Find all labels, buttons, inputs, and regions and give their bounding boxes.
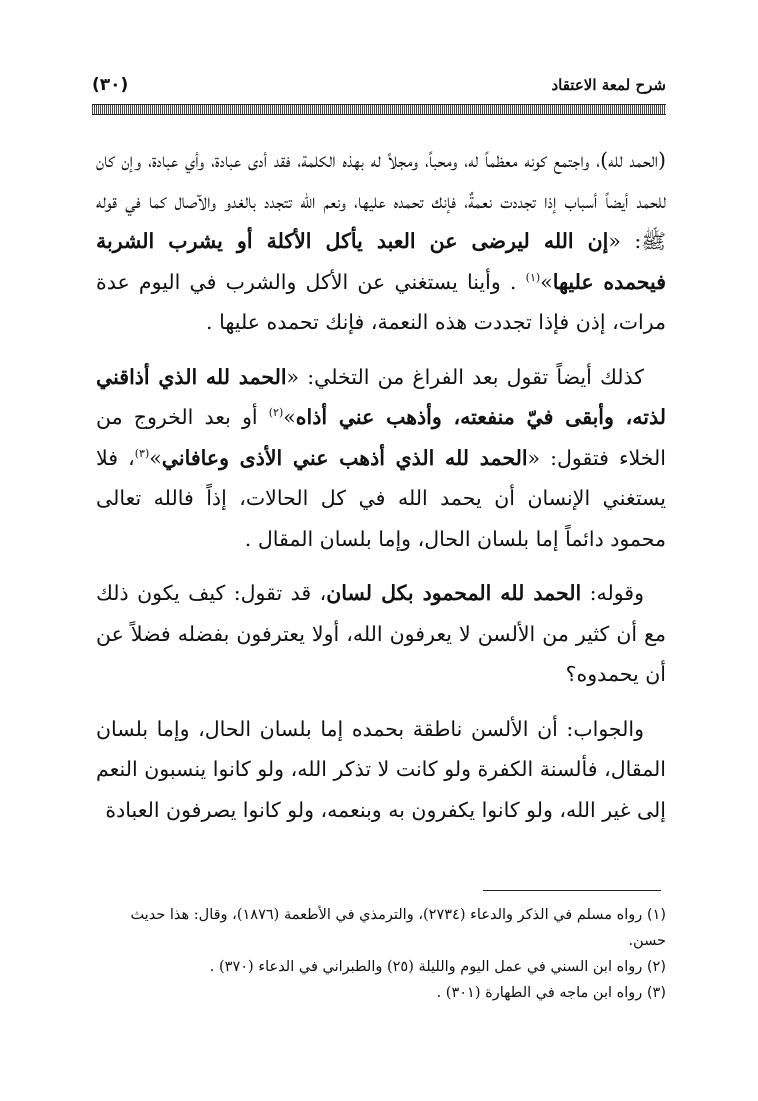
footnote-number: (١)	[646, 907, 666, 923]
footnote-number: (٢)	[646, 959, 666, 975]
text-run: »	[149, 445, 162, 470]
quoted-text: الحمد لله الذي أذهب عني الأذى وعافاني	[161, 445, 528, 470]
text-run: كذلك أيضاً تقول بعد الفراغ من التخلي: «	[286, 364, 644, 389]
footnote-number: (٣)	[646, 985, 666, 1001]
footnote	[96, 980, 666, 1006]
running-title: شرح لمعة الاعتقاد	[551, 76, 666, 94]
quoted-text: إن الله ليرضى عن العبد يأكل الأكلة أو يشرب الشربة فيحمده عليها	[96, 229, 667, 294]
main-text	[96, 140, 666, 844]
paragraph	[96, 573, 666, 695]
text-run: ، فلا يستغني الإنسان أن يحمد الله في كل الحالات، إذاً فالله تعالى محمود دائماً إما بلسان الحال، وإما بلسان المقال .	[96, 445, 666, 551]
paragraph	[96, 357, 666, 560]
text-run: . وأينا يستغني عن الأكل والشرب في اليوم عدة مرات، إذن فإذا تجددت هذه النعمة، فإنك تحمده عليها .	[96, 269, 666, 334]
text-run: »	[540, 269, 553, 294]
footnote-ref: (٢)	[268, 406, 284, 420]
page-header	[92, 72, 666, 98]
footnote-text: رواه ابن ماجه في الطهارة (٣٠١) .	[436, 985, 643, 1001]
text-run: وقوله:	[581, 581, 645, 605]
paragraph	[96, 709, 666, 831]
quoted-text: الحمد لله الذي أذاقني لذته، وأبقى فيّ منفعته، وأذهب عني أذاه	[96, 364, 666, 429]
footnote-ref: (١)	[525, 270, 541, 284]
text-run: أو بعد الخروج من الخلاء فتقول: «	[96, 405, 666, 470]
text-run: (الحمد لله)، واجتمع كونه معظماً له، ومحباً، ومجلاً له بهذه الكلمة، فقد أدى عبادة، وأي عبادة، وإن كان للحمد أيضاً أسباب إذا تجددت نعمةٌ، فإنك تحمده عليها، ونعم الله تتجدد بالغدو والآصال كما في قوله ﷺ: «	[96, 148, 666, 253]
text-run: والجواب: أن الألسن ناطقة بحمده إما بلسان الحال، وإما بلسان المقال، فألسنة الكفرة ولو كانت لا تذكر الله، ولو كانوا ينسبون النعم إلى غير الله، ولو كانوا يكفرون به وبنعمه، ولو كانوا يصرفون العبادة	[96, 716, 666, 822]
text-run: ، قد تقول: كيف يكون ذلك مع أن كثير من الألسن لا يعرفون الله، أولا يعترفون بفضله فضلاً عن أن يحمدوه؟	[96, 581, 666, 686]
footnote-text: رواه مسلم في الذكر والدعاء (٢٧٣٤)، والترمذي في الأطعمة (١٨٧٦)، وقال: هذا حديث حسن.	[130, 907, 666, 949]
footnote-text: رواه ابن السني في عمل اليوم والليلة (٢٥) والطبراني في الدعاء (٣٧٠) .	[209, 959, 643, 975]
paragraph	[96, 140, 666, 343]
quoted-text: الحمد لله المحمود بكل لسان	[326, 581, 582, 605]
text-run: »	[283, 405, 296, 429]
footnote	[96, 954, 666, 980]
footnotes	[96, 902, 666, 1006]
footnote-ref: (٣)	[134, 446, 150, 460]
header-rule	[92, 104, 666, 115]
footnote	[96, 902, 666, 954]
footnote-separator	[483, 890, 661, 891]
page-number: (٣٠)	[92, 75, 129, 95]
